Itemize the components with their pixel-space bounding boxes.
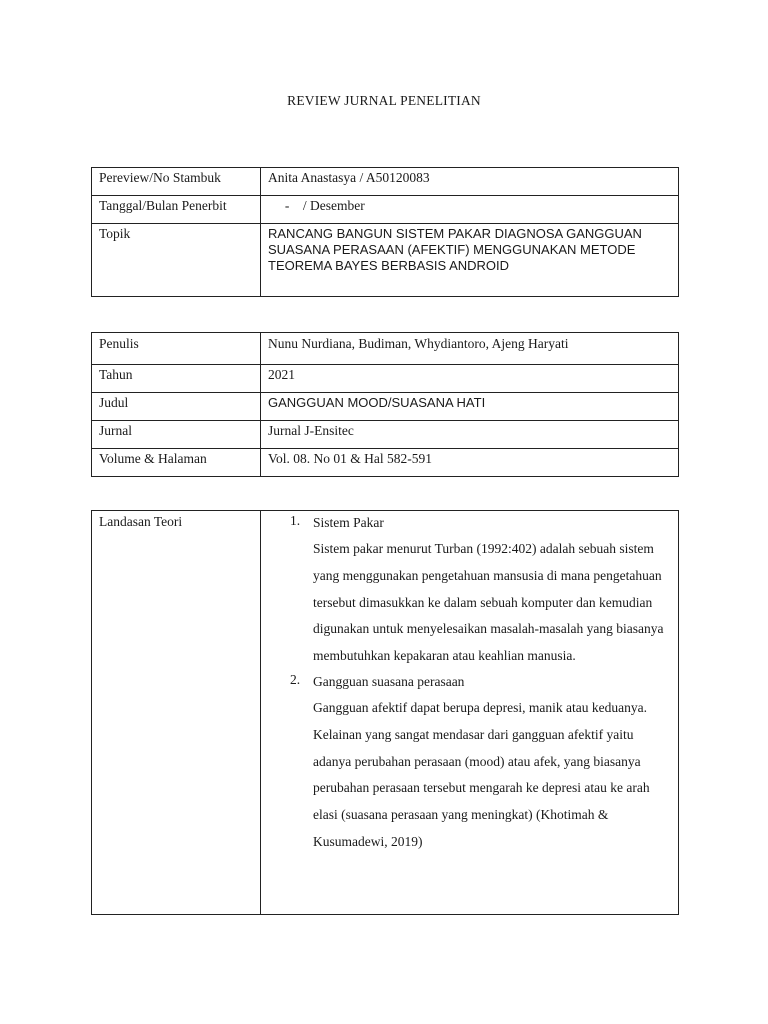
landasan-teori-content: [261, 511, 679, 915]
judul-label: Judul: [92, 393, 261, 421]
pereview-value: Anita Anastasya / A50120083: [261, 168, 679, 196]
list-item-title: Gangguan suasana perasaan: [313, 673, 465, 689]
theory-list: [268, 513, 671, 858]
penulis-value: Nunu Nurdiana, Budiman, Whydiantoro, Ajeng Haryati: [261, 333, 679, 365]
tanggal-label: Tanggal/Bulan Penerbit: [92, 196, 261, 224]
list-item-title: Sistem Pakar: [313, 515, 384, 530]
list-item-text: Sistem pakar menurut Turban (1992:402) adalah sebuah sistem yang menggunakan pengetahuan mansusia di mana pengetahuan tersebut dimasukkan ke dalam sebuah komputer dan kemudian digunakan untuk menyelesaikan masalah-masalah yang biasanya membutuhkan kepakaran atau keahlian manusia.: [313, 541, 664, 664]
topik-value: RANCANG BANGUN SISTEM PAKAR DIAGNOSA GANGGUAN SUASANA PERASAAN (AFEKTIF) MENGGUNAKAN METODE TEOREMA BAYES BERBASIS ANDROID: [261, 224, 679, 297]
penulis-label: Penulis: [92, 333, 261, 365]
judul-value: GANGGUAN MOOD/SUASANA HATI: [261, 393, 679, 421]
document-title: REVIEW JURNAL PENELITIAN: [287, 93, 481, 108]
landasan-teori-label: Landasan Teori: [92, 511, 261, 915]
table-row: [92, 196, 679, 224]
list-item: [268, 513, 671, 672]
jurnal-value: Jurnal J-Ensitec: [261, 421, 679, 449]
jurnal-label: Jurnal: [92, 421, 261, 449]
journal-info-table: [91, 332, 679, 477]
volume-label: Volume & Halaman: [92, 449, 261, 477]
list-item: [268, 672, 671, 858]
theory-table: [91, 510, 679, 915]
table-row: [92, 224, 679, 297]
list-number: 1.: [290, 513, 301, 528]
table-row: [92, 511, 679, 915]
tanggal-value: - / Desember: [261, 196, 679, 224]
reviewer-info-table: [91, 167, 679, 297]
table-row: [92, 393, 679, 421]
tahun-value: 2021: [261, 365, 679, 393]
list-number: 2.: [290, 671, 301, 687]
table-row: [92, 421, 679, 449]
list-item-text: Gangguan afektif dapat berupa depresi, manik atau keduanya. Kelainan yang sangat mendasar dari gangguan afektif yaitu adanya perubahan perasaan (mood) atau afek, yang biasanya perubahan perasaan tersebut mengarah ke depresi atau ke arah elasi (suasana perasaan yang meningkat) (Khotimah & Kusumadewi, 2019): [313, 699, 650, 849]
table-row: [92, 449, 679, 477]
volume-value: Vol. 08. No 01 & Hal 582-591: [261, 449, 679, 477]
tahun-label: Tahun: [92, 365, 261, 393]
topik-label: Topik: [92, 224, 261, 297]
table-row: [92, 333, 679, 365]
table-row: [92, 365, 679, 393]
pereview-label: Pereview/No Stambuk: [92, 168, 261, 196]
table-row: [92, 168, 679, 196]
